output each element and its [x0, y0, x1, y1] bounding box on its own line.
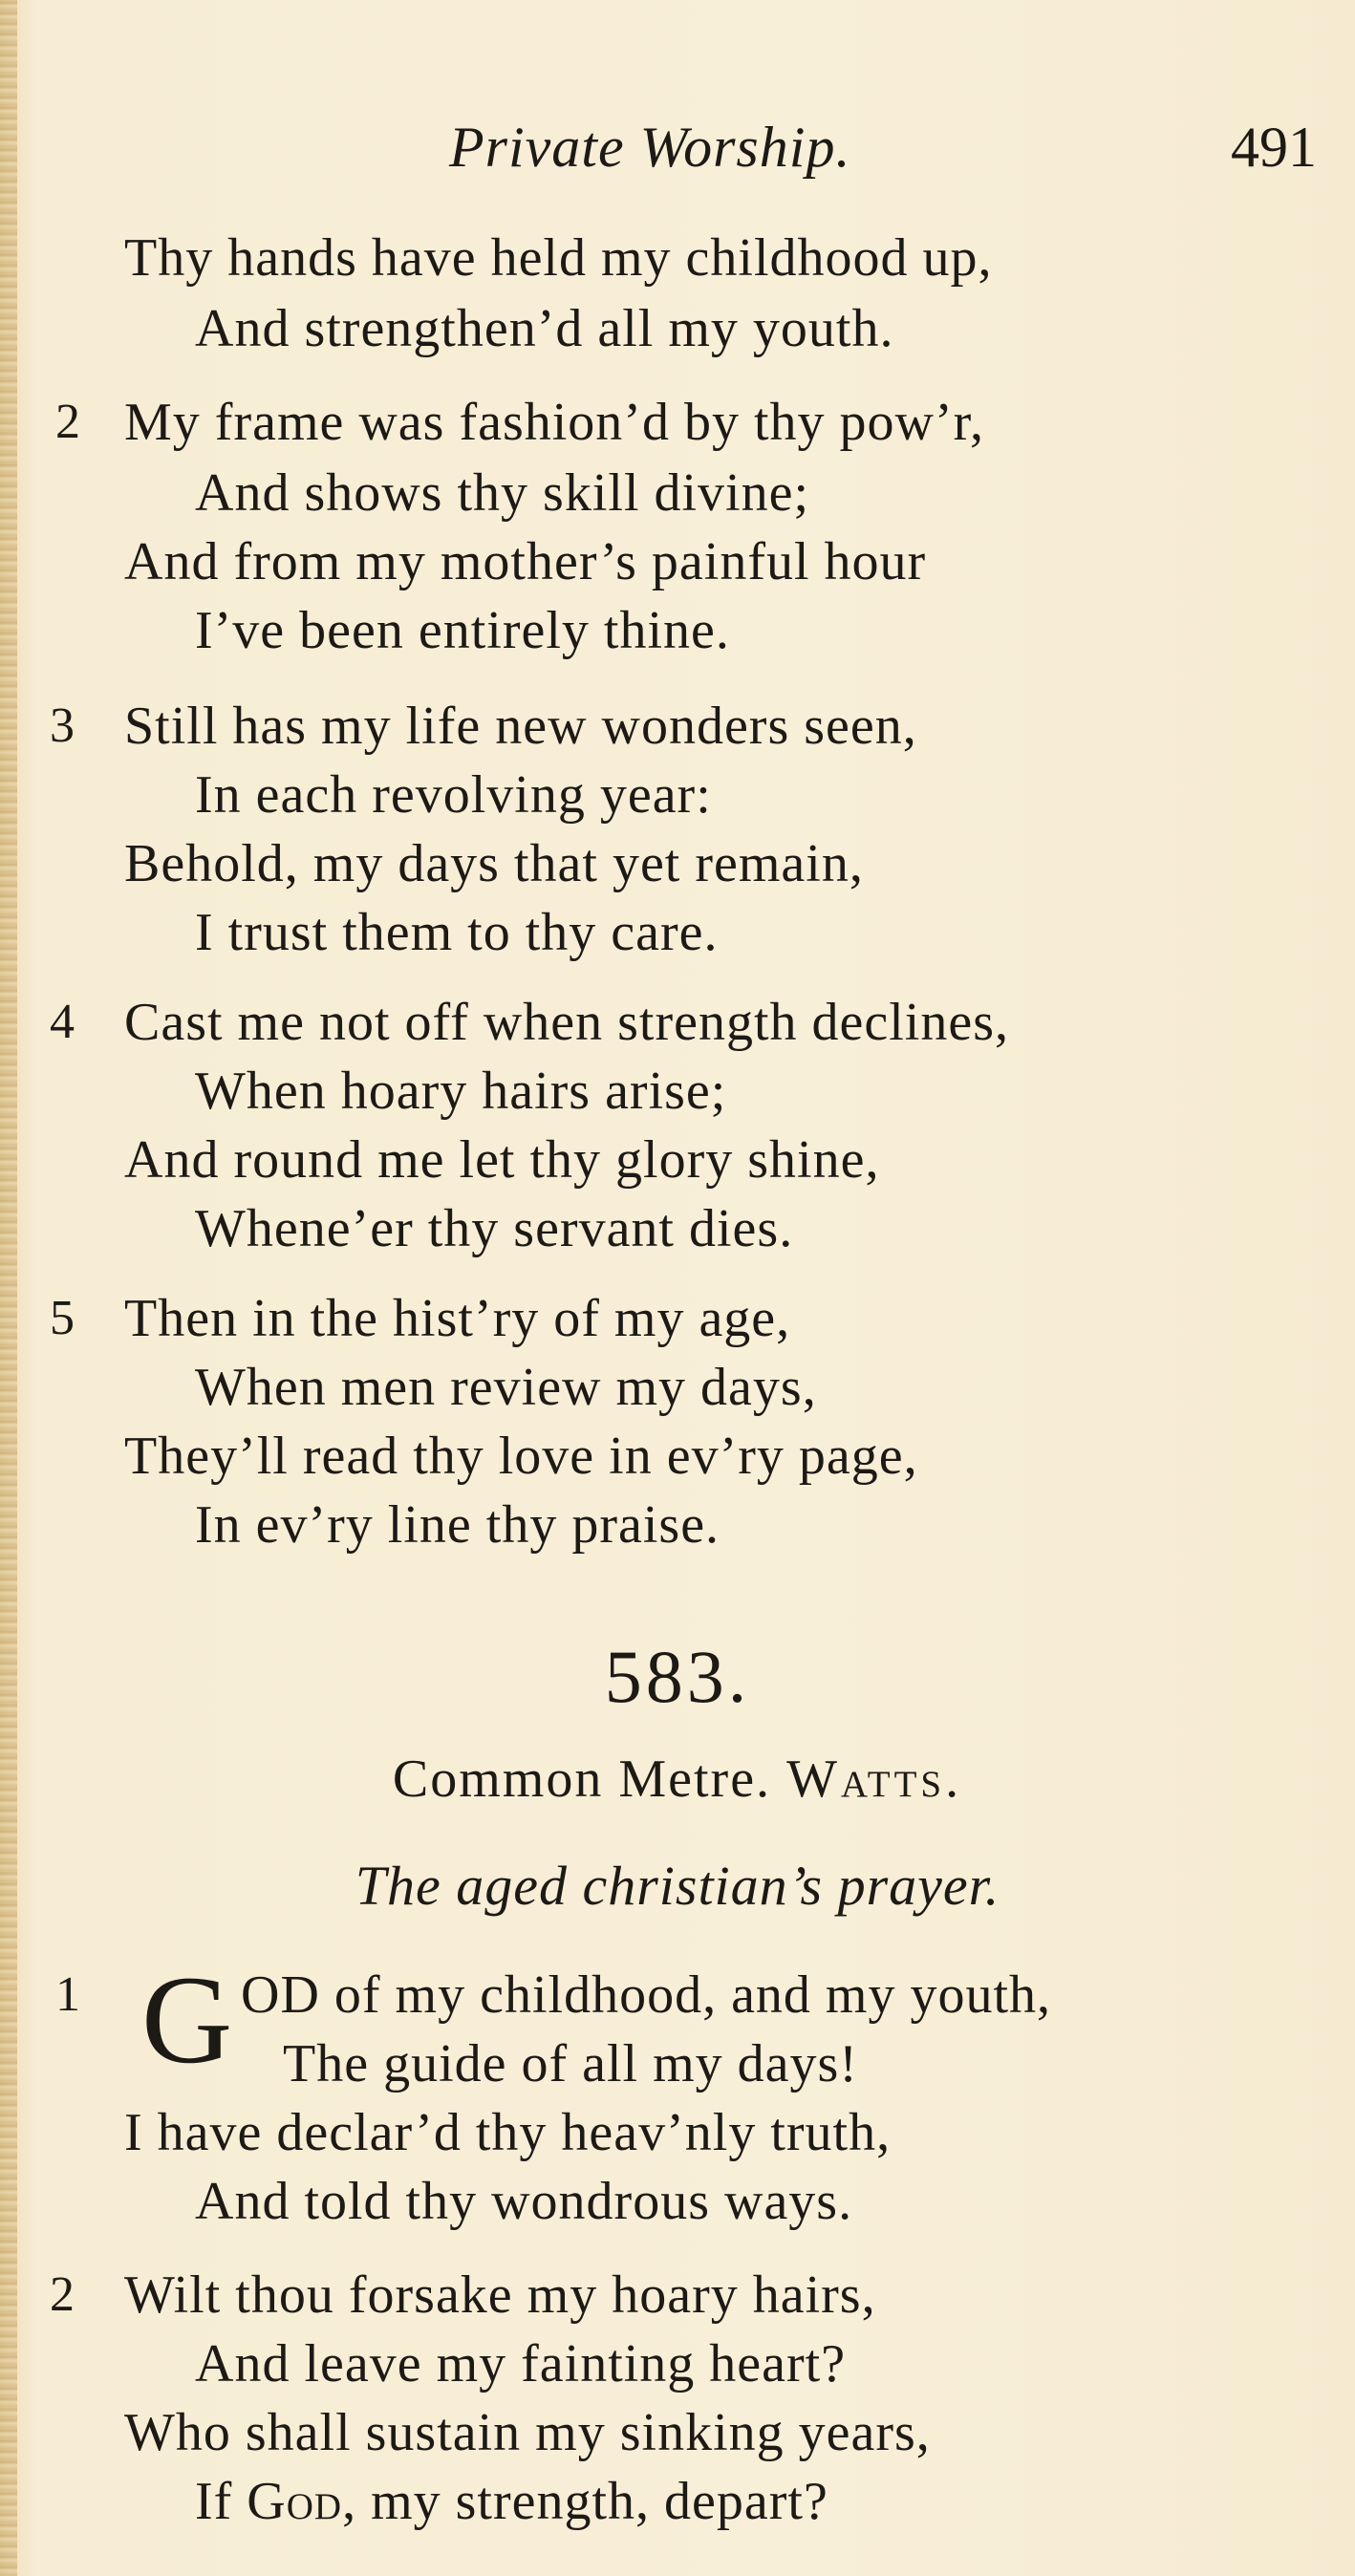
running-head: Private Worship. [449, 116, 851, 179]
verse-line: When hoary hairs arise; [195, 1062, 727, 1121]
stanza-number: 2 [50, 2267, 75, 2322]
page-gutter-edge [0, 0, 17, 2576]
verse-line: Still has my life new wonders seen, [124, 697, 917, 756]
verse-line: Thy hands have held my childhood up, [124, 228, 993, 288]
verse-line: The guide of all my days! [283, 2034, 858, 2093]
verse-line: In ev’ry line thy praise. [195, 1495, 721, 1555]
stanza-number: 5 [50, 1291, 75, 1345]
verse-line: And shows thy skill divine; [195, 463, 810, 523]
verse-fragment: If [195, 2472, 233, 2531]
divine-name: God [247, 2472, 343, 2531]
verse-line: And strengthen’d all my youth. [195, 299, 894, 358]
stanza-number: 3 [50, 698, 75, 753]
verse-line: I trust them to thy care. [195, 903, 719, 962]
verse-line: And leave my fainting heart? [195, 2334, 847, 2394]
drop-cap: G [141, 1949, 233, 2090]
hymn-meter-line [0, 1749, 1355, 1810]
verse-line: They’ll read thy love in ev’ry page, [124, 1427, 918, 1486]
stanza-number: 2 [55, 395, 80, 449]
hymn-subtitle: The aged christian’s prayer. [355, 1855, 1000, 1917]
verse-line: When men review my days, [195, 1358, 817, 1417]
verse-line-final [195, 2471, 828, 2532]
verse-line: And from my mother’s painful hour [124, 532, 927, 591]
stanza-number: 4 [50, 995, 75, 1049]
stanza-number: 1 [55, 1967, 80, 2022]
verse-line: And round me let thy glory shine, [124, 1130, 880, 1190]
verse-fragment: , my strength, depart? [342, 2472, 828, 2531]
hymn-meter: Common Metre. [392, 1750, 772, 1809]
verse-line: My frame was fashion’d by thy pow’r, [124, 393, 985, 452]
verse-line: Who shall sustain my sinking years, [124, 2403, 931, 2462]
verse-line: Whene’er thy servant dies. [195, 1199, 794, 1258]
hymn-author: Watts. [786, 1750, 963, 1809]
hymn-number: 583. [604, 1635, 751, 1718]
verse-line: And told thy wondrous ways. [195, 2172, 853, 2231]
verse-line: Then in the hist’ry of my age, [124, 1289, 791, 1348]
verse-line: Cast me not off when strength declines, [124, 993, 1010, 1052]
page-number: 491 [1231, 116, 1317, 179]
verse-line: Wilt thou forsake my hoary hairs, [124, 2265, 876, 2325]
verse-line: OD of my childhood, and my youth, [241, 1965, 1052, 2025]
verse-line: Behold, my days that yet remain, [124, 834, 864, 893]
verse-line: I’ve been entirely thine. [195, 601, 730, 660]
verse-line: In each revolving year: [195, 765, 712, 825]
verse-line: I have declar’d thy heav’nly truth, [124, 2103, 892, 2162]
